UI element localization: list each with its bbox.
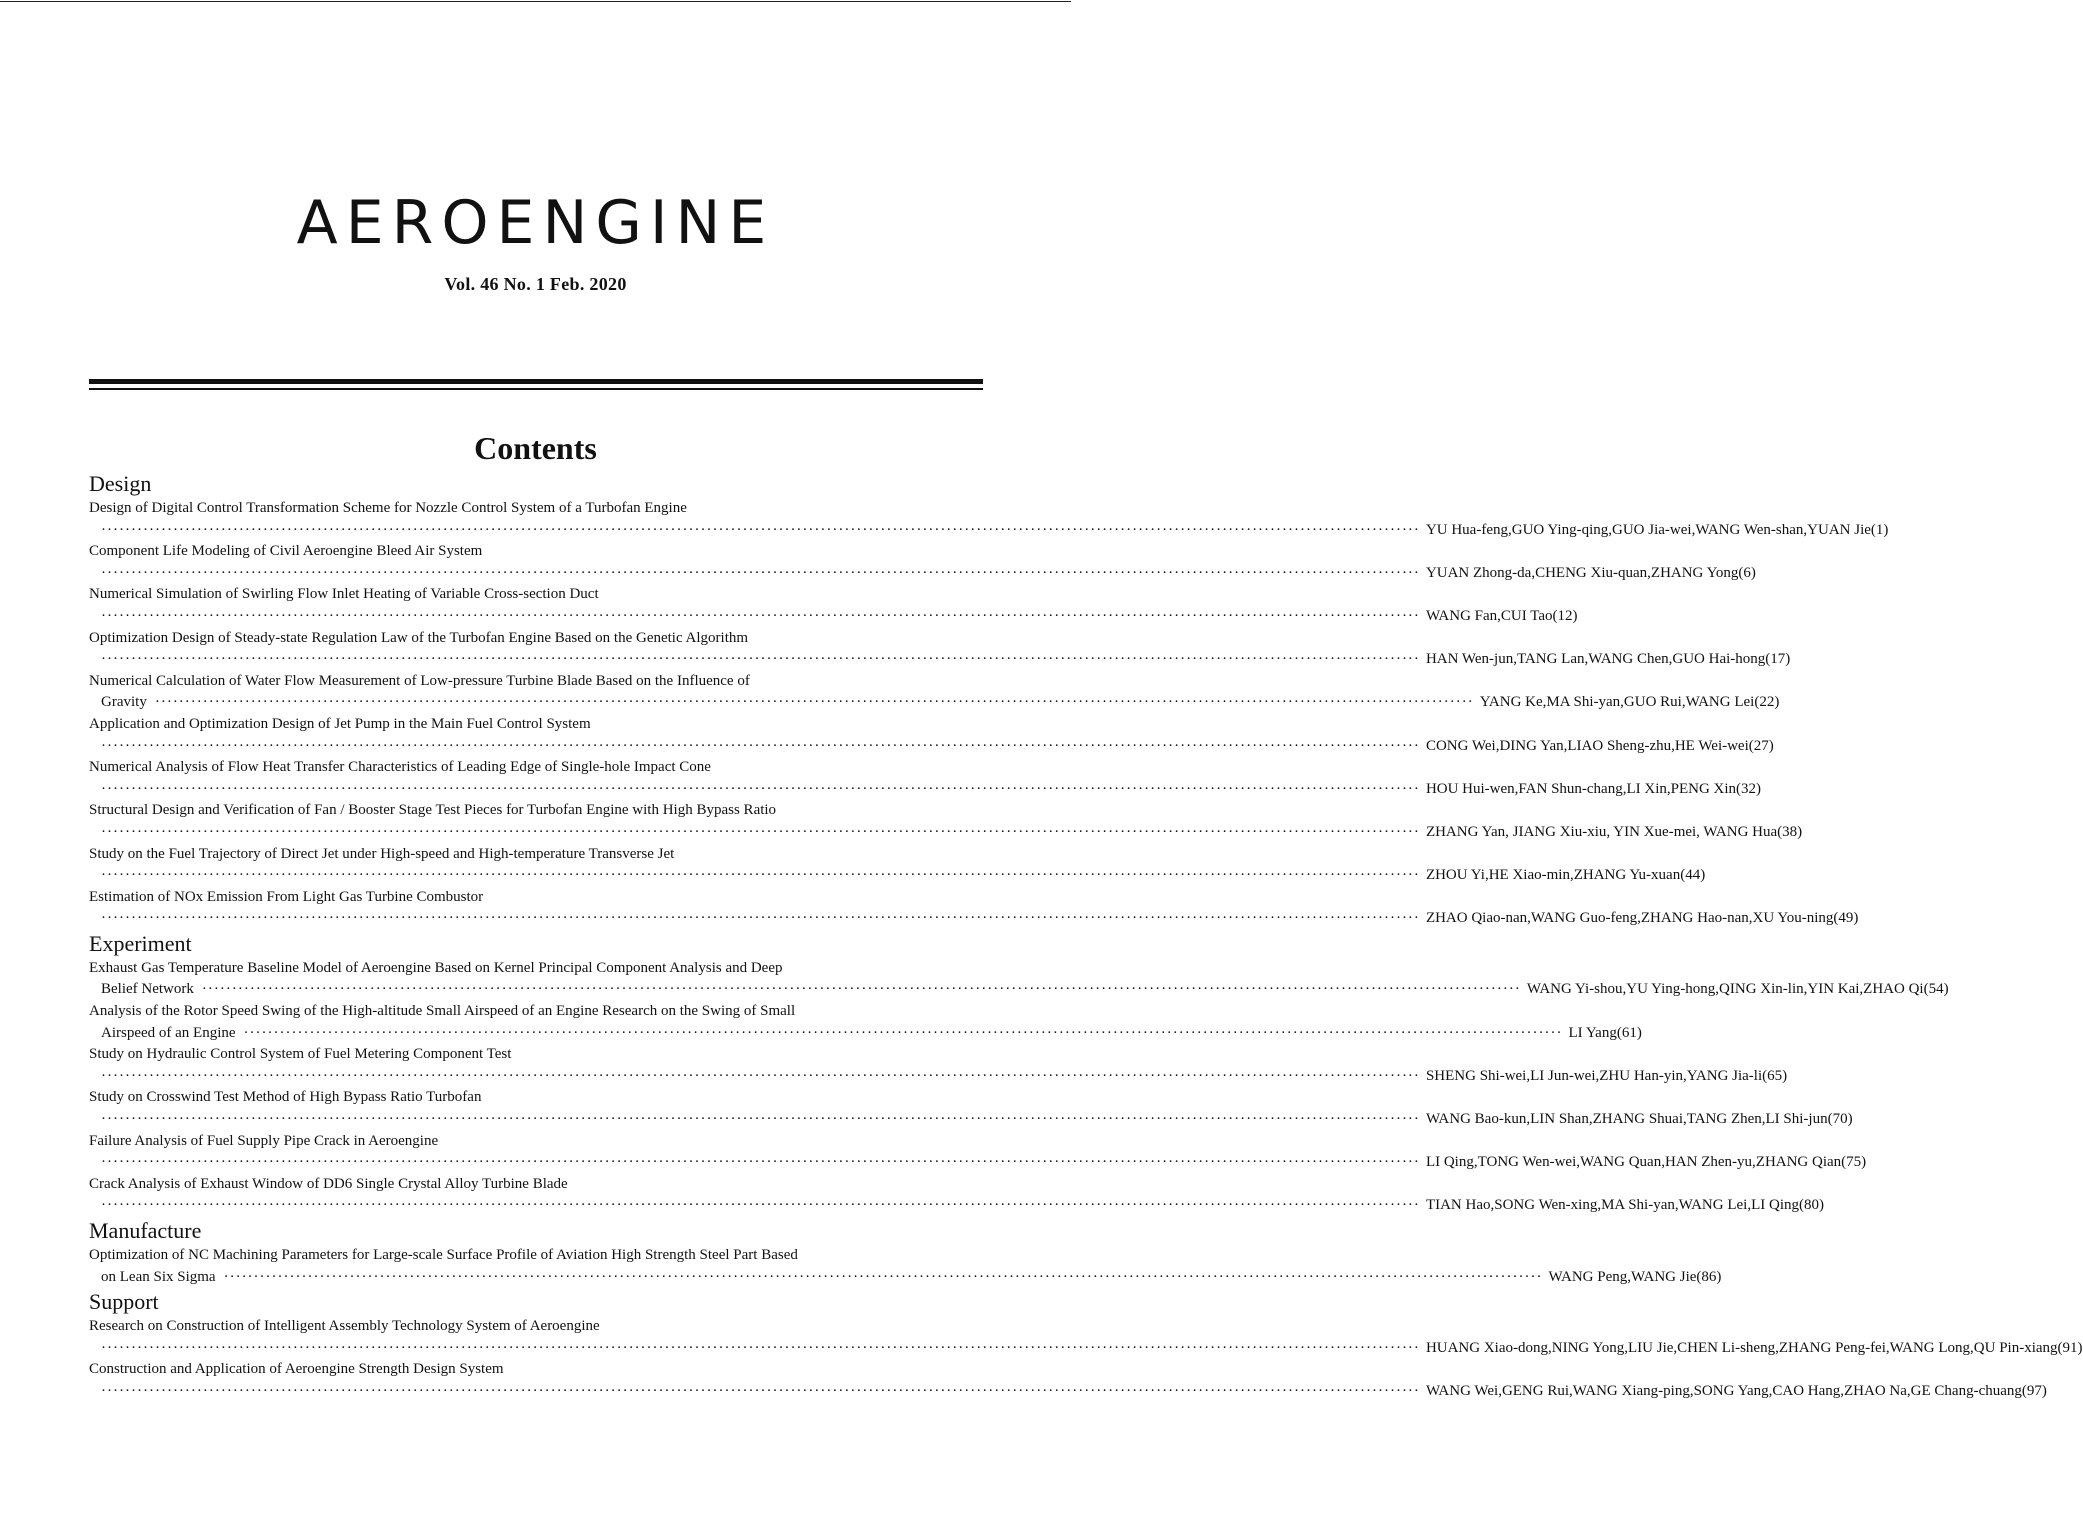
dot-leader: ···························································································································································································································· [101,867,1420,884]
toc-entry[interactable] [89,1087,1853,1130]
dot-leader: ···························································································································································································································· [101,823,1420,840]
dot-leader: ···························································································································································································································· [101,521,1420,538]
dot-leader: ···························································································································································································································· [154,694,1474,711]
toc-entry[interactable] [89,887,1859,930]
toc-entry[interactable] [89,1174,1824,1217]
toc-entry[interactable] [89,628,1791,671]
article-authors-page: LI Yang(61) [1568,1024,1642,1041]
article-title: Construction and Application of Aeroengine Strength Design System [89,1361,504,1378]
entry-author-line [89,1267,1722,1289]
section-heading: Design [89,471,152,496]
toc-entry[interactable] [89,844,1706,887]
article-title: Research on Construction of Intelligent Assembly Technology System of Aeroengine [89,1318,600,1335]
toc-entry[interactable] [89,671,1780,714]
toc-entry[interactable] [89,800,1803,843]
article-title: Crack Analysis of Exhaust Window of DD6 Single Crystal Alloy Turbine Blade [89,1175,568,1192]
dot-leader: ···························································································································································································································· [101,780,1420,797]
article-title: Structural Design and Verification of Fan / Booster Stage Test Pieces for Turbofan Engine with High Bypass Ratio [89,802,777,819]
dot-leader: ···························································································································································································································· [101,1111,1420,1128]
dot-leader: ···························································································································································································································· [101,1382,1420,1399]
top-border-line [0,1,1071,2]
article-authors-page: HUANG Xiao-dong,NING Yong,LIU Jie,CHEN Li-sheng,ZHANG Peng-fei,WANG Long,QU Pin-xiang(91) [1425,1339,2083,1356]
toc-entry[interactable] [89,541,1756,584]
toc-entry[interactable] [89,498,1889,541]
toc-entry[interactable] [89,1044,1788,1087]
table-of-contents [89,470,2083,1403]
article-title: Design of Digital Control Transformation Scheme for Nozzle Control System of a Turbofan Engine [89,500,687,516]
article-authors-page: ZHOU Yi,HE Xiao-min,ZHANG Yu-xuan(44) [1425,867,1706,884]
article-title-continuation: Airspeed of an Engine [101,1024,236,1041]
entry-author-line [89,1109,1853,1131]
entry-author-line [89,692,1780,714]
dot-leader: ···························································································································································································································· [101,1067,1420,1084]
section-heading: Support [89,1289,159,1315]
entry-author-line [89,736,1774,758]
article-title: Exhaust Gas Temperature Baseline Model of Aeroengine Based on Kernel Principal Component Analysis and Deep [89,959,783,976]
issue-info: Vol. 46 No. 1 Feb. 2020 [444,274,627,294]
dot-leader: ···························································································································································································································· [101,737,1420,754]
toc-entry[interactable] [89,1316,2083,1359]
entry-author-line [89,1066,1788,1088]
article-authors-page: HAN Wen-jun,TANG Lan,WANG Chen,GUO Hai-hong(17) [1425,651,1791,668]
dot-leader: ···························································································································································································································· [101,910,1420,927]
article-authors-page: WANG Bao-kun,LIN Shan,ZHANG Shuai,TANG Zhen,LI Shi-jun(70) [1425,1111,1853,1128]
article-title: Numerical Calculation of Water Flow Measurement of Low-pressure Turbine Blade Based on the Influence of [89,672,750,689]
toc-entry[interactable] [89,584,1578,627]
entry-author-line [89,779,1762,801]
entry-author-line [89,865,1706,887]
article-title: Application and Optimization Design of Jet Pump in the Main Fuel Control System [89,715,591,732]
divider-thin [89,388,983,390]
article-title: Study on the Fuel Trajectory of Direct Jet under High-speed and High-temperature Transverse Jet [89,845,675,862]
entry-author-line [89,1381,2047,1403]
entry-author-line [89,1338,2083,1360]
dot-leader: ···························································································································································································································· [201,981,1521,998]
dot-leader: ···························································································································································································································· [223,1268,1543,1285]
entry-author-line [89,563,1756,585]
dot-leader: ···························································································································································································································· [101,1154,1420,1171]
article-authors-page: YU Hua-feng,GUO Ying-qing,GUO Jia-wei,WANG Wen-shan,YUAN Jie(1) [1425,521,1889,538]
entry-author-line [89,1195,1824,1217]
toc-entry[interactable] [89,1001,1642,1044]
divider-thick [89,379,983,384]
entry-author-line [89,822,1803,844]
article-title: Optimization Design of Steady-state Regulation Law of the Turbofan Engine Based on the Genetic Algorithm [89,629,749,646]
section-heading: Manufacture [89,1218,202,1243]
article-authors-page: YUAN Zhong-da,CHENG Xiu-quan,ZHANG Yong(6) [1425,564,1756,581]
article-authors-page: SHENG Shi-wei,LI Jun-wei,ZHU Han-yin,YANG Jia-li(65) [1425,1067,1788,1084]
article-title: Numerical Simulation of Swirling Flow Inlet Heating of Variable Cross-section Duct [89,586,599,603]
dot-leader: ···························································································································································································································· [101,607,1420,624]
article-authors-page: WANG Yi-shou,YU Ying-hong,QING Xin-lin,YIN Kai,ZHAO Qi(54) [1526,981,1949,998]
article-title: Study on Crosswind Test Method of High Bypass Ratio Turbofan [89,1089,482,1106]
article-title: Estimation of NOx Emission From Light Gas Turbine Combustor [89,888,484,905]
article-authors-page: HOU Hui-wen,FAN Shun-chang,LI Xin,PENG Xin(32) [1425,780,1762,797]
article-title: Failure Analysis of Fuel Supply Pipe Crack in Aeroengine [89,1132,439,1149]
article-title-continuation: on Lean Six Sigma [101,1268,216,1285]
dot-leader: ···························································································································································································································· [243,1024,1563,1041]
dot-leader: ···························································································································································································································· [101,1339,1420,1356]
article-title: Component Life Modeling of Civil Aeroengine Bleed Air System [89,543,483,560]
article-authors-page: WANG Peng,WANG Jie(86) [1548,1268,1722,1285]
entry-author-line [89,908,1859,930]
toc-entry[interactable] [89,1131,1867,1174]
toc-entry[interactable] [89,1359,2047,1402]
toc-entry[interactable] [89,1245,1722,1288]
dot-leader: ···························································································································································································································· [101,1197,1420,1214]
article-title: Numerical Analysis of Flow Heat Transfer Characteristics of Leading Edge of Single-hole Impact Cone [89,759,711,776]
entry-author-line [89,1023,1642,1045]
dot-leader: ···························································································································································································································· [101,564,1420,581]
article-title: Optimization of NC Machining Parameters for Large-scale Surface Profile of Aviation High Strength Steel Part Based [89,1247,798,1263]
dot-leader: ···························································································································································································································· [101,651,1420,668]
contents-heading: Contents [474,430,597,466]
entry-author-line [89,520,1889,542]
article-authors-page: YANG Ke,MA Shi-yan,GUO Rui,WANG Lei(22) [1479,694,1780,711]
article-authors-page: WANG Wei,GENG Rui,WANG Xiang-ping,SONG Yang,CAO Hang,ZHAO Na,GE Chang-chuang(97) [1425,1382,2047,1399]
toc-entry[interactable] [89,757,1762,800]
article-authors-page: ZHANG Yan, JIANG Xiu-xiu, YIN Xue-mei, WANG Hua(38) [1425,823,1803,840]
toc-entry[interactable] [89,714,1774,757]
article-authors-page: ZHAO Qiao-nan,WANG Guo-feng,ZHANG Hao-nan,XU You-ning(49) [1425,910,1859,927]
article-title: Study on Hydraulic Control System of Fuel Metering Component Test [89,1046,512,1063]
article-title: Analysis of the Rotor Speed Swing of the High-altitude Small Airspeed of an Engine Research on the Swing of Small [89,1003,796,1020]
toc-entry[interactable] [89,958,1949,1001]
article-title-continuation: Belief Network [101,981,194,998]
entry-author-line [89,1152,1867,1174]
section-heading: Experiment [89,930,192,956]
entry-author-line [89,979,1949,1001]
article-authors-page: CONG Wei,DING Yan,LIAO Sheng-zhu,HE Wei-wei(27) [1425,737,1774,754]
article-authors-page: LI Qing,TONG Wen-wei,WANG Quan,HAN Zhen-yu,ZHANG Qian(75) [1425,1154,1867,1171]
entry-author-line [89,606,1578,628]
article-authors-page: TIAN Hao,SONG Wen-xing,MA Shi-yan,WANG Lei,LI Qing(80) [1425,1197,1824,1214]
journal-title: AEROENGINE [296,188,775,258]
entry-author-line [89,649,1791,671]
article-authors-page: WANG Fan,CUI Tao(12) [1425,607,1578,624]
article-title-continuation: Gravity [101,694,147,711]
